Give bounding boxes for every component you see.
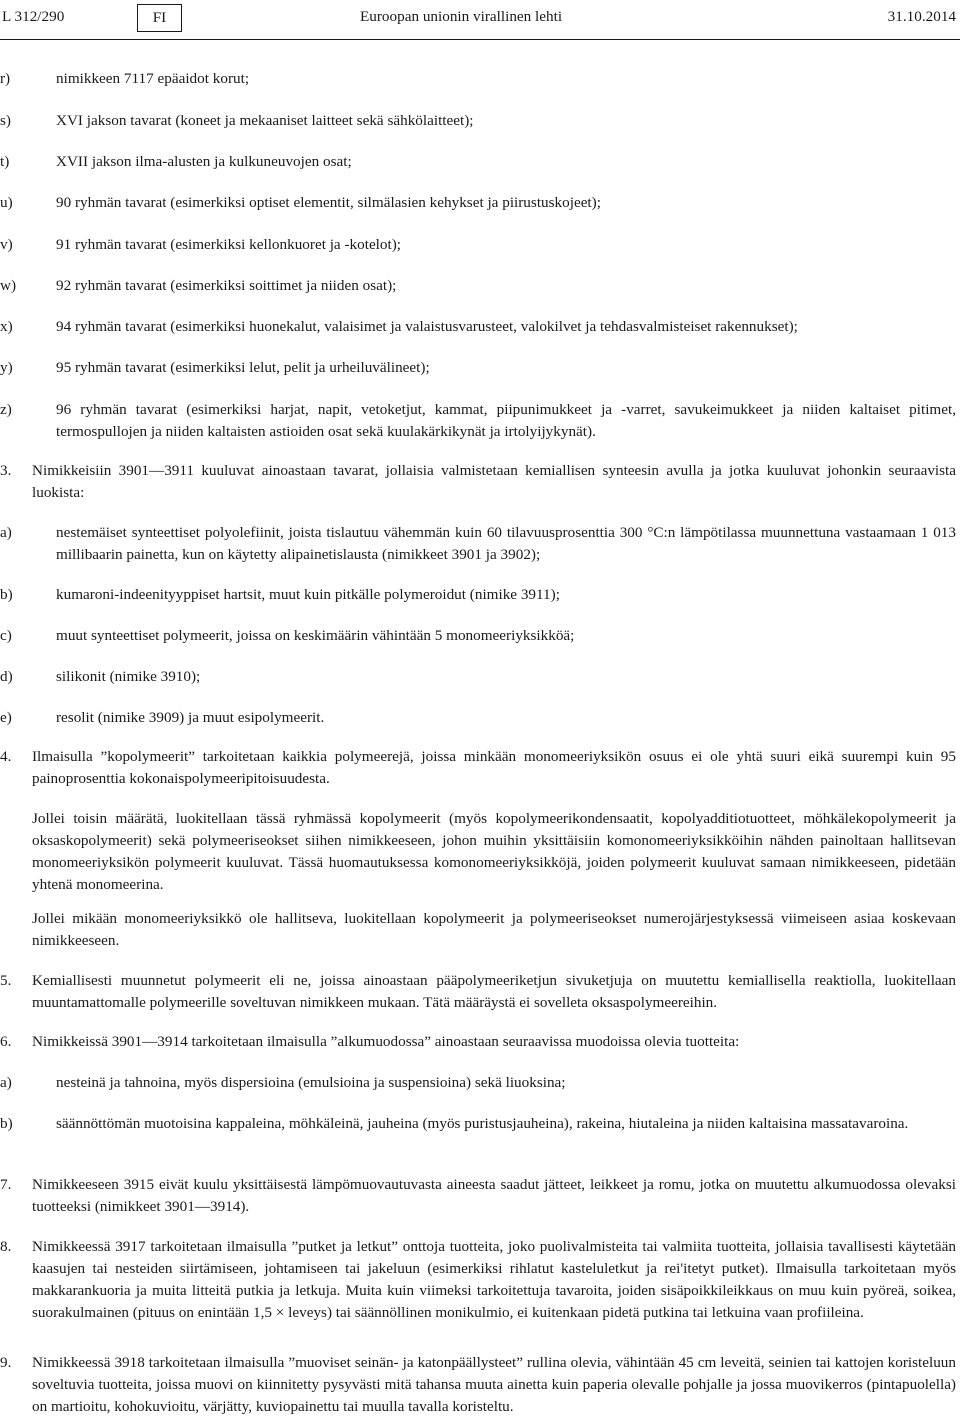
item-label: x): [0, 318, 13, 335]
note-text: Kemiallisesti muunnetut polymeerit eli ne, joissa ainoastaan pääpolymeeriketjun sivuketjuja on muutettu kemiallisella reaktiolla, luokitellaan muuntamattomalle polymeerille soveltuvan nimikkeen mukaan. Tätä määräystä ei sovelleta oksaspolymeereihin.: [32, 972, 956, 1011]
item-label: b): [0, 1115, 13, 1132]
item-text: 90 ryhmän tavarat (esimerkiksi optiset elementit, silmälasien kehykset ja piirustuskojeet);: [56, 194, 601, 211]
item-label: s): [0, 112, 11, 129]
note-number: 3.: [0, 462, 12, 479]
note-text: Nimikkeessä 3918 tarkoitetaan ilmaisulla ”muoviset seinän- ja katonpäällysteet” rullina olevia, vähintään 45 cm leveitä, seinien tai kattojen koristeluun soveltuvia tuotteita, joissa muovi on kiinnitetty pysyvästi mitä tahansa muuta ainetta kuin paperia olevalle pohjalle ja jossa muovikerros (pintapuolella) on martioitu, kohokuvioitu, värjätty, kuviopainettu tai muulla tavalla koristeltu.: [32, 1354, 956, 1415]
note-number: 8.: [0, 1238, 12, 1255]
page-reference: L 312/290: [2, 8, 65, 25]
item-text: 92 ryhmän tavarat (esimerkiksi soittimet ja niiden osat);: [56, 277, 397, 294]
note-number: 7.: [0, 1176, 12, 1193]
item-text: XVI jakson tavarat (koneet ja mekaaniset laitteet sekä sähkölaitteet);: [56, 112, 474, 129]
page-header: [0, 6, 960, 30]
item-label: b): [0, 586, 13, 603]
item-text: resolit (nimike 3909) ja muut esipolymeerit.: [56, 709, 325, 726]
item-text: kumaroni-indeenityyppiset hartsit, muut kuin pitkälle polymeroidut (nimike 3911);: [56, 586, 560, 603]
item-label: u): [0, 194, 13, 211]
header-divider: [0, 39, 960, 40]
note-number: 4.: [0, 748, 12, 765]
note-text: Nimikkeissä 3901—3914 tarkoitetaan ilmaisulla ”alkumuodossa” ainoastaan seuraavissa muodoissa olevia tuotteita:: [32, 1033, 740, 1050]
item-text: 96 ryhmän tavarat (esimerkiksi harjat, napit, vetoketjut, kammat, piipunimukkeet ja -varret, savukeimukkeet ja niiden kaltaiset pitimet, termospullojen ja niiden kaltaisten astioiden osat sekä kuulakärkikynät ja irtolyijykynät).: [56, 401, 956, 440]
item-label: d): [0, 668, 13, 685]
item-label: z): [0, 401, 12, 418]
item-text: 94 ryhmän tavarat (esimerkiksi huonekalut, valaisimet ja valaistusvarusteet, valokilvet ja tehdasvalmisteiset rakennukset);: [56, 318, 798, 335]
item-label: r): [0, 70, 11, 87]
item-label: c): [0, 627, 12, 644]
item-text: XVII jakson ilma-alusten ja kulkuneuvojen osat;: [56, 153, 352, 170]
item-label: e): [0, 709, 12, 726]
item-text: nesteinä ja tahnoina, myös dispersioina (emulsioina ja suspensioina) sekä liuoksina;: [56, 1074, 566, 1091]
item-label: t): [0, 153, 10, 170]
item-label: y): [0, 359, 13, 376]
note-text: Nimikkeisiin 3901—3911 kuuluvat ainoastaan tavarat, jollaisia valmistetaan kemiallisen synteesin avulla ja jotka kuuluvat johonkin seuraavista luokista:: [32, 462, 956, 501]
item-text: nestemäiset synteettiset polyolefiinit, joista tislautuu vähemmän kuin 60 tilavuusprosenttia 300 °C:n lämpötilassa muunnettuna vastaamaan 1 013 millibaarin painetta, kun on käytetty alipainetislausta (nimikkeet 3901 ja 3902);: [56, 524, 956, 563]
item-label: v): [0, 236, 13, 253]
note-number: 9.: [0, 1354, 12, 1371]
note-text: Nimikkeessä 3917 tarkoitetaan ilmaisulla ”putket ja letkut” onttoja tuotteita, joko puolivalmisteita tai valmiita tuotteita, jollaisia tavallisesti käytetään kaasujen tai nesteiden siirtämiseen, johtamiseen tai jakeluun (esimerkiksi rihlatut kasteluletkut ja rei'itetyt putket). Ilmaisulla tarkoitetaan myös makkarankuoria ja muita litteitä putkia ja letkuja. Muita kuin viimeksi tarkoitettuja tavaroita, joiden sisäpoikkileikkaus on muu kuin pyöreä, soikea, suorakulmainen (pituus on enintään 1,5 × leveys) tai säännöllinen monikulmio, ei kuitenkaan pidetä putkina tai letkuina vaan profiileina.: [32, 1238, 956, 1321]
item-text: muut synteettiset polymeerit, joissa on keskimäärin vähintään 5 monomeeriyksikköä;: [56, 627, 575, 644]
item-text: 95 ryhmän tavarat (esimerkiksi lelut, pelit ja urheiluvälineet);: [56, 359, 430, 376]
publication-date: 31.10.2014: [887, 8, 956, 25]
item-text: 91 ryhmän tavarat (esimerkiksi kellonkuoret ja -kotelot);: [56, 236, 401, 253]
note-number: 5.: [0, 972, 12, 989]
language-badge: FI: [137, 4, 182, 32]
item-text: silikonit (nimike 3910);: [56, 668, 201, 685]
item-label: a): [0, 524, 12, 541]
journal-title: Euroopan unionin virallinen lehti: [360, 8, 563, 25]
item-text: nimikkeen 7117 epäaidot korut;: [56, 70, 250, 87]
item-text: säännöttömän muotoisina kappaleina, möhkäleinä, jauheina (myös puristusjauheina), rakeina, hiutaleina ja niiden kaltaisina massatavaroina.: [56, 1115, 909, 1132]
note-text: Ilmaisulla ”kopolymeerit” tarkoitetaan kaikkia polymeerejä, joissa minkään monomeeriyksikön osuus ei ole yhtä suuri eikä suurempi kuin 95 painoprosenttia kokonaispolymeeripitoisuudesta.: [32, 748, 956, 787]
note-text: Nimikkeeseen 3915 eivät kuulu yksittäisestä lämpömuovautuvasta aineesta saadut jätteet, leikkeet ja romu, jotka on muutettu alkumuodossa olevaksi tuotteeksi (nimikkeet 3901—3914).: [32, 1176, 956, 1215]
item-label: w): [0, 277, 17, 294]
note-number: 6.: [0, 1033, 12, 1050]
note-paragraph: Jollei mikään monomeeriyksikkö ole hallitseva, luokitellaan kopolymeerit ja polymeeriseokset numerojärjestyksessä viimeiseen asiaa koskevaan nimikkeeseen.: [32, 910, 956, 949]
item-label: a): [0, 1074, 12, 1091]
note-paragraph: Jollei toisin määrätä, luokitellaan tässä ryhmässä kopolymeerit (myös kopolymeerikondensaatit, kopolyadditiotuotteet, möhkälekopolymeerit ja oksaskopolymeerit) sekä polymeeriseokset siihen nimikkeeseen, johon muihin yksittäisiin komonomeeriyksikköihin nähden painoltaan hallitsevan monomeeriyksikön polymeerit kuuluvat. Tässä huomautuksessa komonomeeriyksikköjä, joiden polymeerit kuuluvat samaan nimikkeeseen, pidetään yhtenä monomeerina.: [32, 810, 956, 893]
